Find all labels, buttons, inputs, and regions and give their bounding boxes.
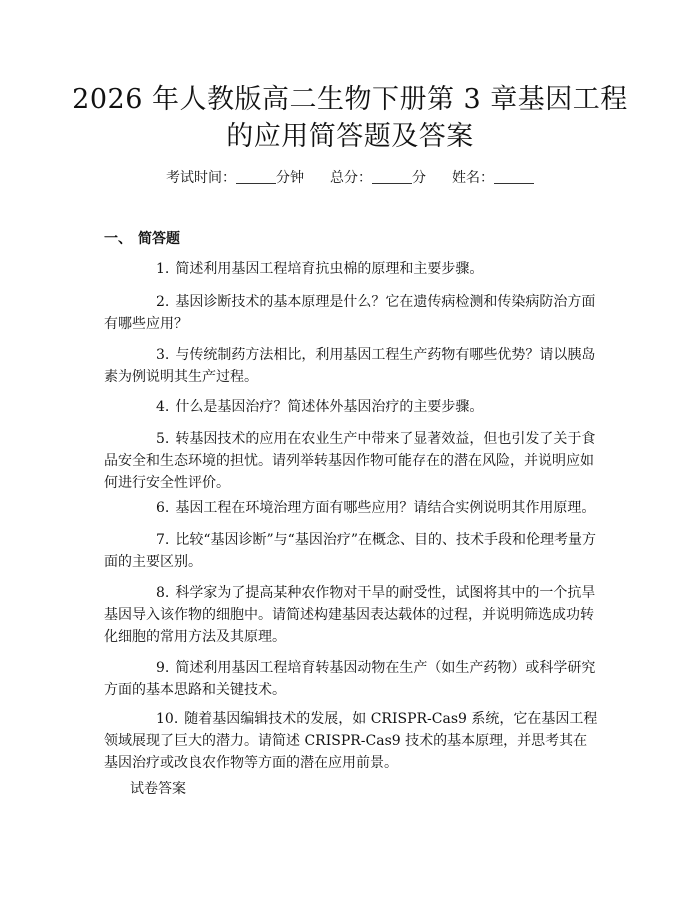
- document-title-line-2: 的应用简答题及答案: [226, 121, 474, 152]
- total-score-unit: 分: [412, 170, 426, 186]
- question-number: 7.: [156, 532, 170, 548]
- question-item: [104, 657, 600, 701]
- total-score-label: 总分：: [330, 170, 372, 186]
- question-text: 简述利用基因工程培育抗虫棉的原理和主要步骤。: [175, 261, 484, 277]
- exam-time-label: 考试时间：: [166, 170, 236, 186]
- document-title-line-1: 2026 年人教版高二生物下册第 3 章基因工程: [72, 84, 628, 115]
- question-text: 转基因技术的应用在农业生产中带来了显著效益，但也引发了关于食品安全和生态环境的担忧。请列举转基因作物可能存在的潜在风险，并说明应如何进行安全性评价。: [104, 431, 596, 491]
- total-score-blank: [372, 169, 412, 184]
- question-text: 科学家为了提高某种农作物对干旱的耐受性，试图将其中的一个抗旱基因导入该作物的细胞中。请简述构建基因表达载体的过程，并说明筛选成功转化细胞的常用方法及其原理。: [104, 585, 596, 645]
- question-number: 6.: [156, 500, 170, 516]
- question-item: [104, 497, 600, 519]
- exam-time-unit: 分钟: [276, 170, 304, 186]
- question-number: 3.: [156, 347, 170, 363]
- question-text: 与传统制药方法相比，利用基因工程生产药物有哪些优势？请以胰岛素为例说明其生产过程。: [104, 347, 596, 385]
- section-number: 一、: [104, 231, 132, 247]
- question-text: 比较“基因诊断”与“基因治疗”在概念、目的、技术手段和伦理考量方面的主要区别。: [104, 532, 596, 570]
- question-item: [104, 396, 600, 418]
- answer-section-label: 试卷答案: [130, 781, 186, 797]
- question-number: 10.: [156, 711, 179, 727]
- question-text: 基因工程在环境治理方面有哪些应用？请结合实例说明其作用原理。: [175, 500, 596, 516]
- question-number: 9.: [156, 660, 170, 676]
- exam-meta-line: [0, 168, 700, 188]
- question-item: [104, 708, 600, 774]
- student-name-label: 姓名：: [452, 170, 494, 186]
- question-text: 基因诊断技术的基本原理是什么？它在遗传病检测和传染病防治方面有哪些应用？: [104, 294, 596, 332]
- question-text: 什么是基因治疗？简述体外基因治疗的主要步骤。: [175, 399, 484, 415]
- question-text: 随着基因编辑技术的发展，如 CRISPR-Cas9 系统，它在基因工程领域展现了巨大的潜力。请简述 CRISPR-Cas9 技术的基本原理，并思考其在基因治疗或改良农作物等方面的潜在应用前景。: [104, 711, 598, 771]
- question-number: 4.: [156, 399, 170, 415]
- exam-time-blank: [236, 169, 276, 184]
- question-number: 2.: [156, 294, 170, 310]
- section-heading: [104, 229, 180, 249]
- section-title: 简答题: [138, 231, 180, 247]
- question-number: 5.: [156, 431, 170, 447]
- question-text: 简述利用基因工程培育转基因动物在生产（如生产药物）或科学研究方面的基本思路和关键技术。: [104, 660, 596, 698]
- question-number: 1.: [156, 261, 170, 277]
- question-item: [104, 529, 600, 573]
- question-item: [104, 291, 600, 335]
- question-item: [104, 428, 600, 494]
- question-number: 8.: [156, 585, 170, 601]
- question-item: [104, 582, 600, 648]
- question-item: [104, 258, 600, 280]
- question-item: [104, 344, 600, 388]
- student-name-blank: [494, 169, 534, 184]
